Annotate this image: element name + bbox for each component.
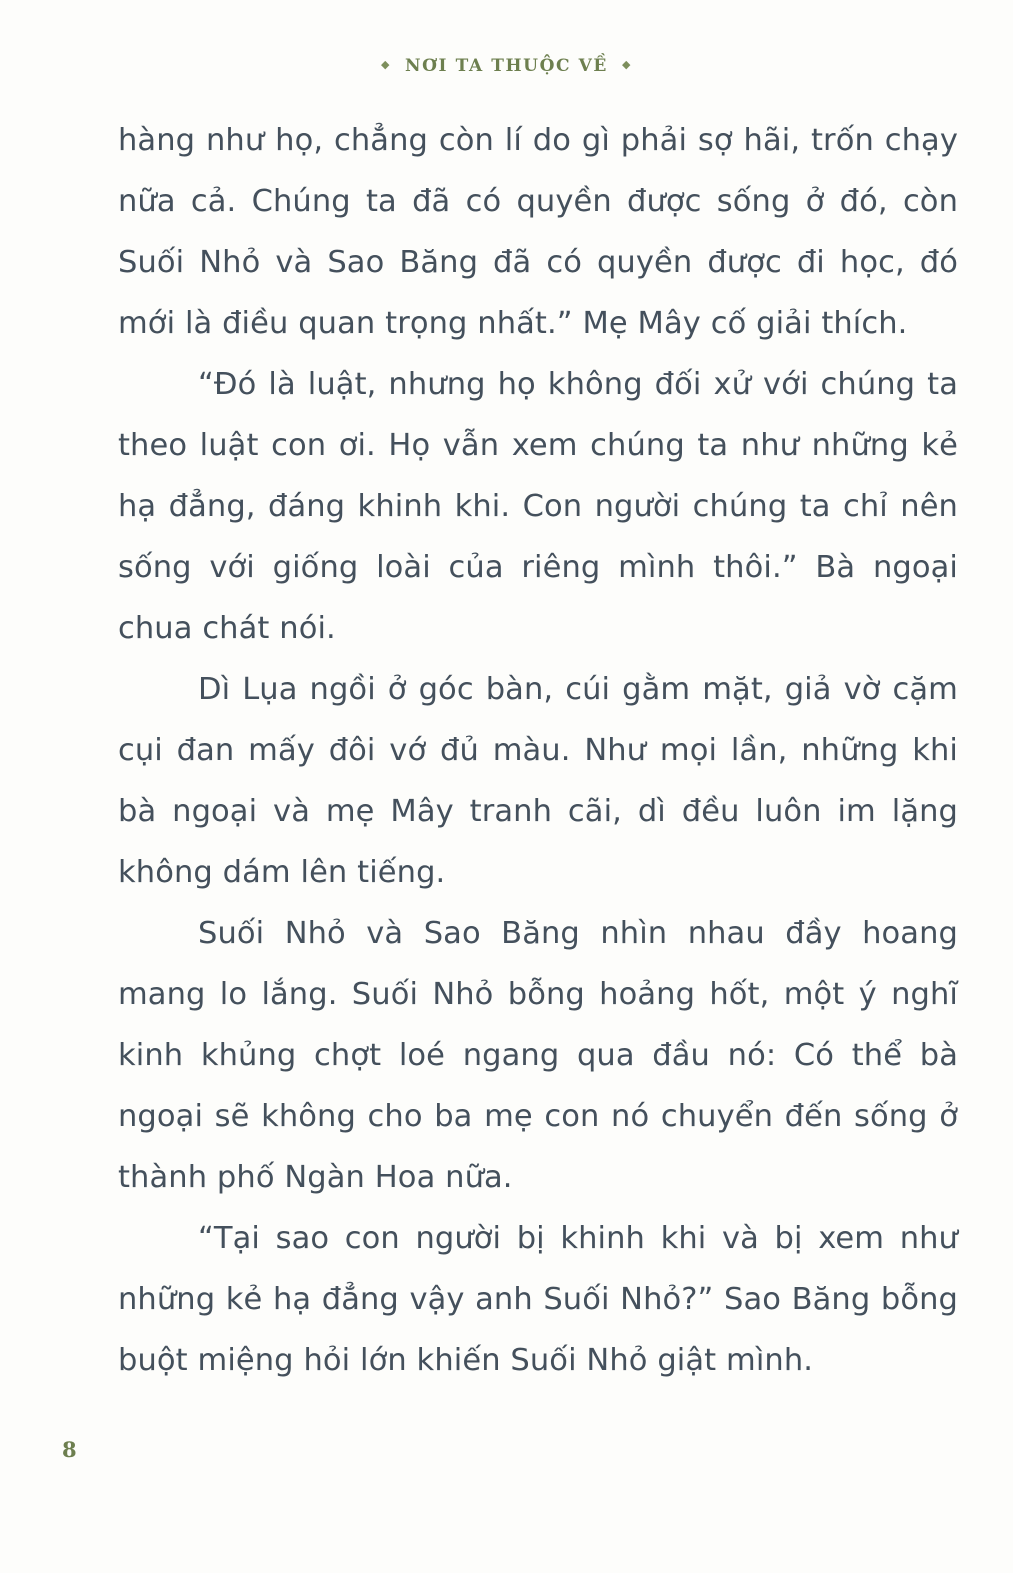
running-head xyxy=(0,56,1013,76)
paragraph: “Đó là luật, nhưng họ không đối xử với chúng ta theo luật con ơi. Họ vẫn xem chúng ta như những kẻ hạ đẳng, đáng khinh khi. Con người chúng ta chỉ nên sống với giống loài của riêng mình thôi.” Bà ngoại chua chát nói. xyxy=(118,367,958,646)
paragraph: “Tại sao con người bị khinh khi và bị xem như những kẻ hạ đẳng vậy anh Suối Nhỏ?” Sao Băng bỗng buột miệng hỏi lớn khiến Suối Nhỏ giật mình. xyxy=(118,1221,958,1378)
paragraph: Dì Lụa ngồi ở góc bàn, cúi gằm mặt, giả vờ cặm cụi đan mấy đôi vớ đủ màu. Như mọi lần, những khi bà ngoại và mẹ Mây tranh cãi, dì đều luôn im lặng không dám lên tiếng. xyxy=(118,672,958,890)
running-head-title: NƠI TA THUỘC VỀ xyxy=(405,56,608,76)
paragraph: Suối Nhỏ và Sao Băng nhìn nhau đầy hoang mang lo lắng. Suối Nhỏ bỗng hoảng hốt, một ý nghĩ kinh khủng chợt loé ngang qua đầu nó: Có thể bà ngoại sẽ không cho ba mẹ con nó chuyển đến sống ở thành phố Ngàn Hoa nữa. xyxy=(118,916,958,1195)
paragraph: hàng như họ, chẳng còn lí do gì phải sợ hãi, trốn chạy nữa cả. Chúng ta đã có quyền được sống ở đó, còn Suối Nhỏ và Sao Băng đã có quyền được đi học, đó mới là điều quan trọng nhất.” Mẹ Mây cố giải thích. xyxy=(118,123,958,341)
page-number: 8 xyxy=(62,1437,77,1462)
ornament-diamond-left: ◆ xyxy=(380,58,391,71)
body-text xyxy=(118,110,958,1391)
ornament-diamond-right: ◆ xyxy=(622,58,633,71)
